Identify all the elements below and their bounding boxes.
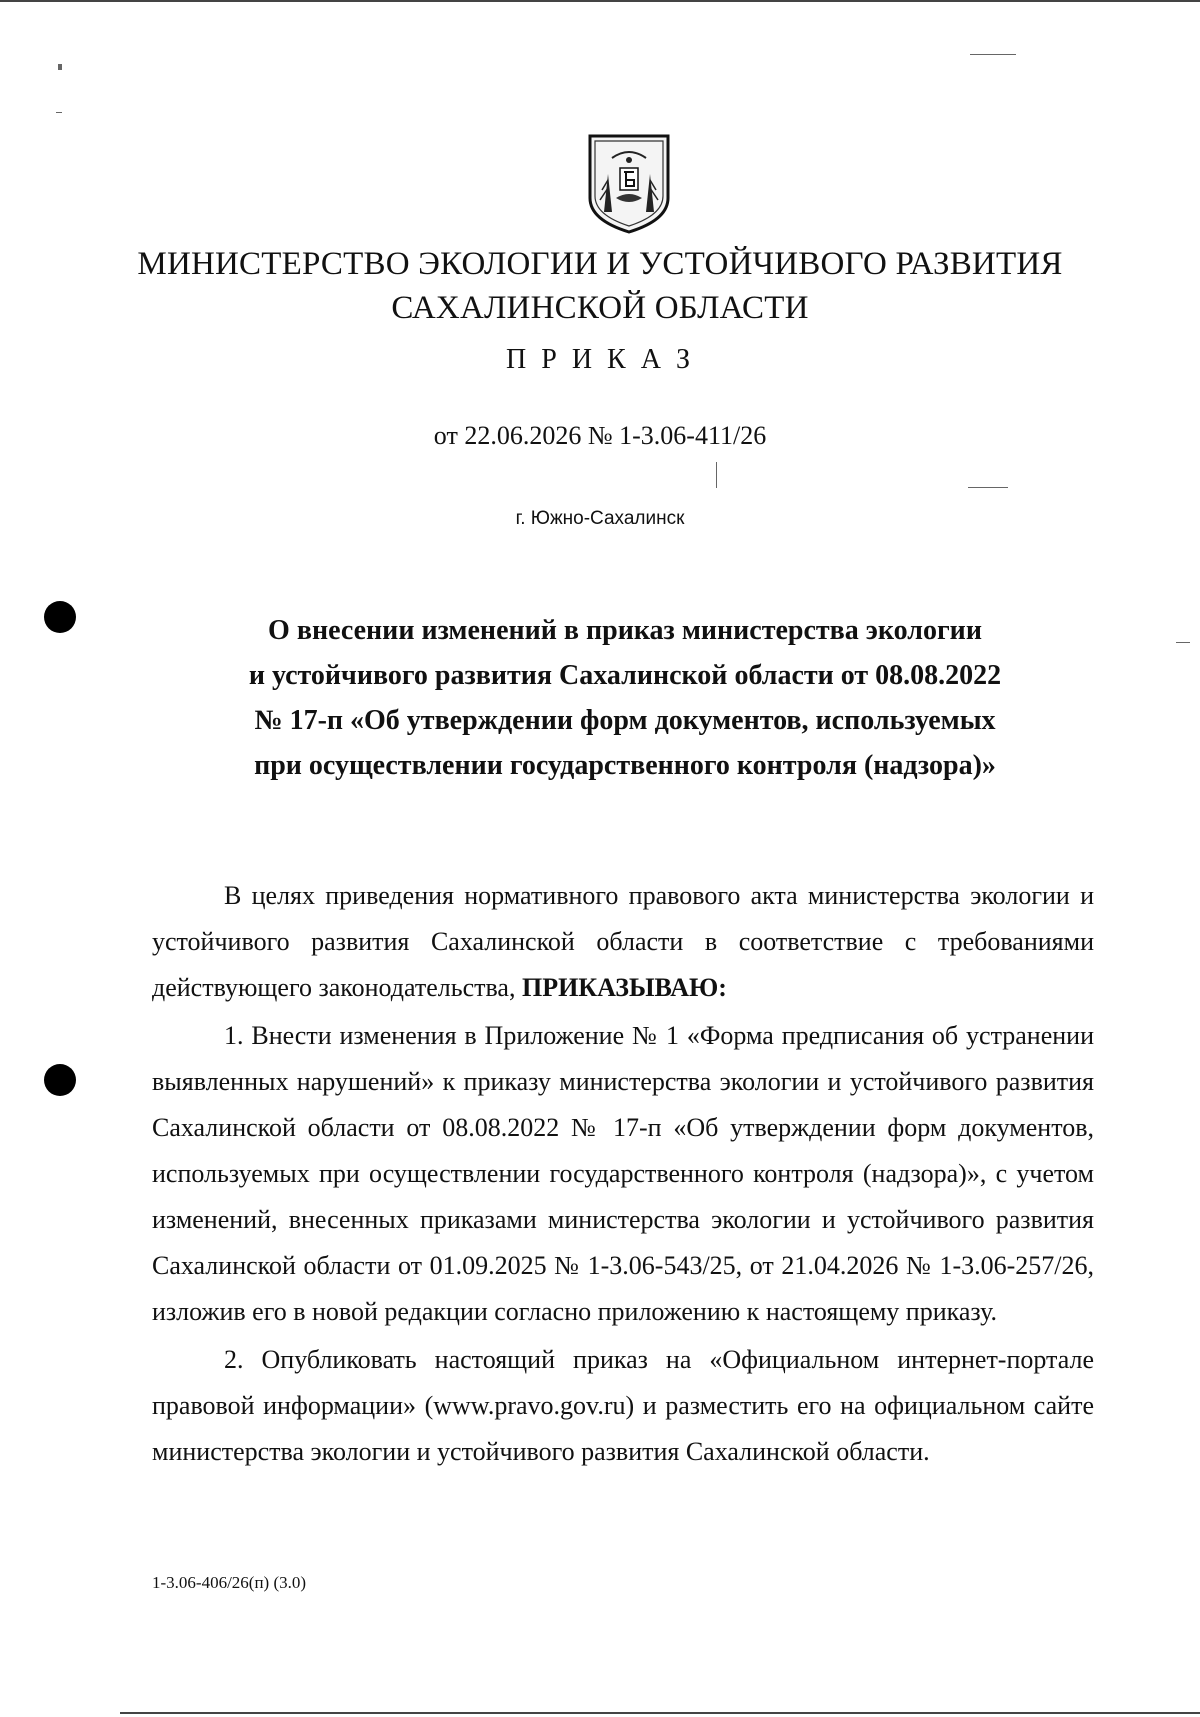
scan-speck <box>970 54 1016 55</box>
ministry-name-line2: САХАЛИНСКОЙ ОБЛАСТИ <box>391 290 809 326</box>
preamble-text: В целях приведения нормативного правового акта министерства экологии и устойчивого развития Сахалинской области в соответствие с требованиями действующего законодательства, <box>152 881 1094 1002</box>
scan-edge-bottom <box>120 1712 1200 1714</box>
ministry-name <box>100 242 1100 330</box>
punch-hole <box>44 601 76 633</box>
punch-hole <box>44 1064 76 1096</box>
scan-edge-top <box>0 0 1200 2</box>
order-heading <box>150 608 1100 788</box>
item-1-paragraph: 1. Внести изменения в Приложение № 1 «Форма предписания об устранении выявленных нарушений» к приказу министерства экологии и устойчивого развития Сахалинской области от 08.08.2022 № 17-п «Об утверждении форм документов, используемых при осуществлении государственного контроля (надзора)», с учетом изменений, внесенных приказами министерства экологии и устойчивого развития Сахалинской области от 01.09.2025 № 1-3.06-543/25, от 21.04.2026 № 1-3.06-257/26, изложив его в новой редакции согласно приложению к настоящему приказу. <box>152 1021 1094 1326</box>
heading-line4: при осуществлении государственного контроля (надзора)» <box>254 750 996 781</box>
heading-line1: О внесении изменений в приказ министерства экологии <box>268 615 982 646</box>
document-type: П Р И К А З <box>506 344 694 375</box>
coat-of-arms-icon <box>586 134 672 234</box>
heading-line3: № 17-п «Об утверждении форм документов, используемых <box>254 705 996 736</box>
scan-speck <box>56 112 62 113</box>
city-name: г. Южно-Сахалинск <box>515 508 685 529</box>
ministry-name-line1: МИНИСТЕРСТВО ЭКОЛОГИИ И УСТОЙЧИВОГО РАЗВИТИЯ <box>137 246 1063 282</box>
command-word: ПРИКАЗЫВАЮ: <box>521 973 727 1002</box>
document-code: 1-3.06-406/26(п) (3.0) <box>152 1573 307 1592</box>
scan-speck <box>968 487 1008 488</box>
scan-speck <box>1176 642 1190 643</box>
scan-speck <box>716 462 717 488</box>
order-body <box>152 873 1094 1477</box>
order-date-number: от 22.06.2026 № 1-3.06-411/26 <box>433 421 767 450</box>
item-2-paragraph: 2. Опубликовать настоящий приказ на «Официальном интернет-портале правовой информации» (www.pravo.gov.ru) и разместить его на официальном сайте министерства экологии и устойчивого развития Сахалинской области. <box>152 1345 1094 1466</box>
preamble-paragraph <box>152 873 1094 1011</box>
scan-speck <box>58 64 62 70</box>
heading-line2: и устойчивого развития Сахалинской области от 08.08.2022 <box>248 660 1002 691</box>
